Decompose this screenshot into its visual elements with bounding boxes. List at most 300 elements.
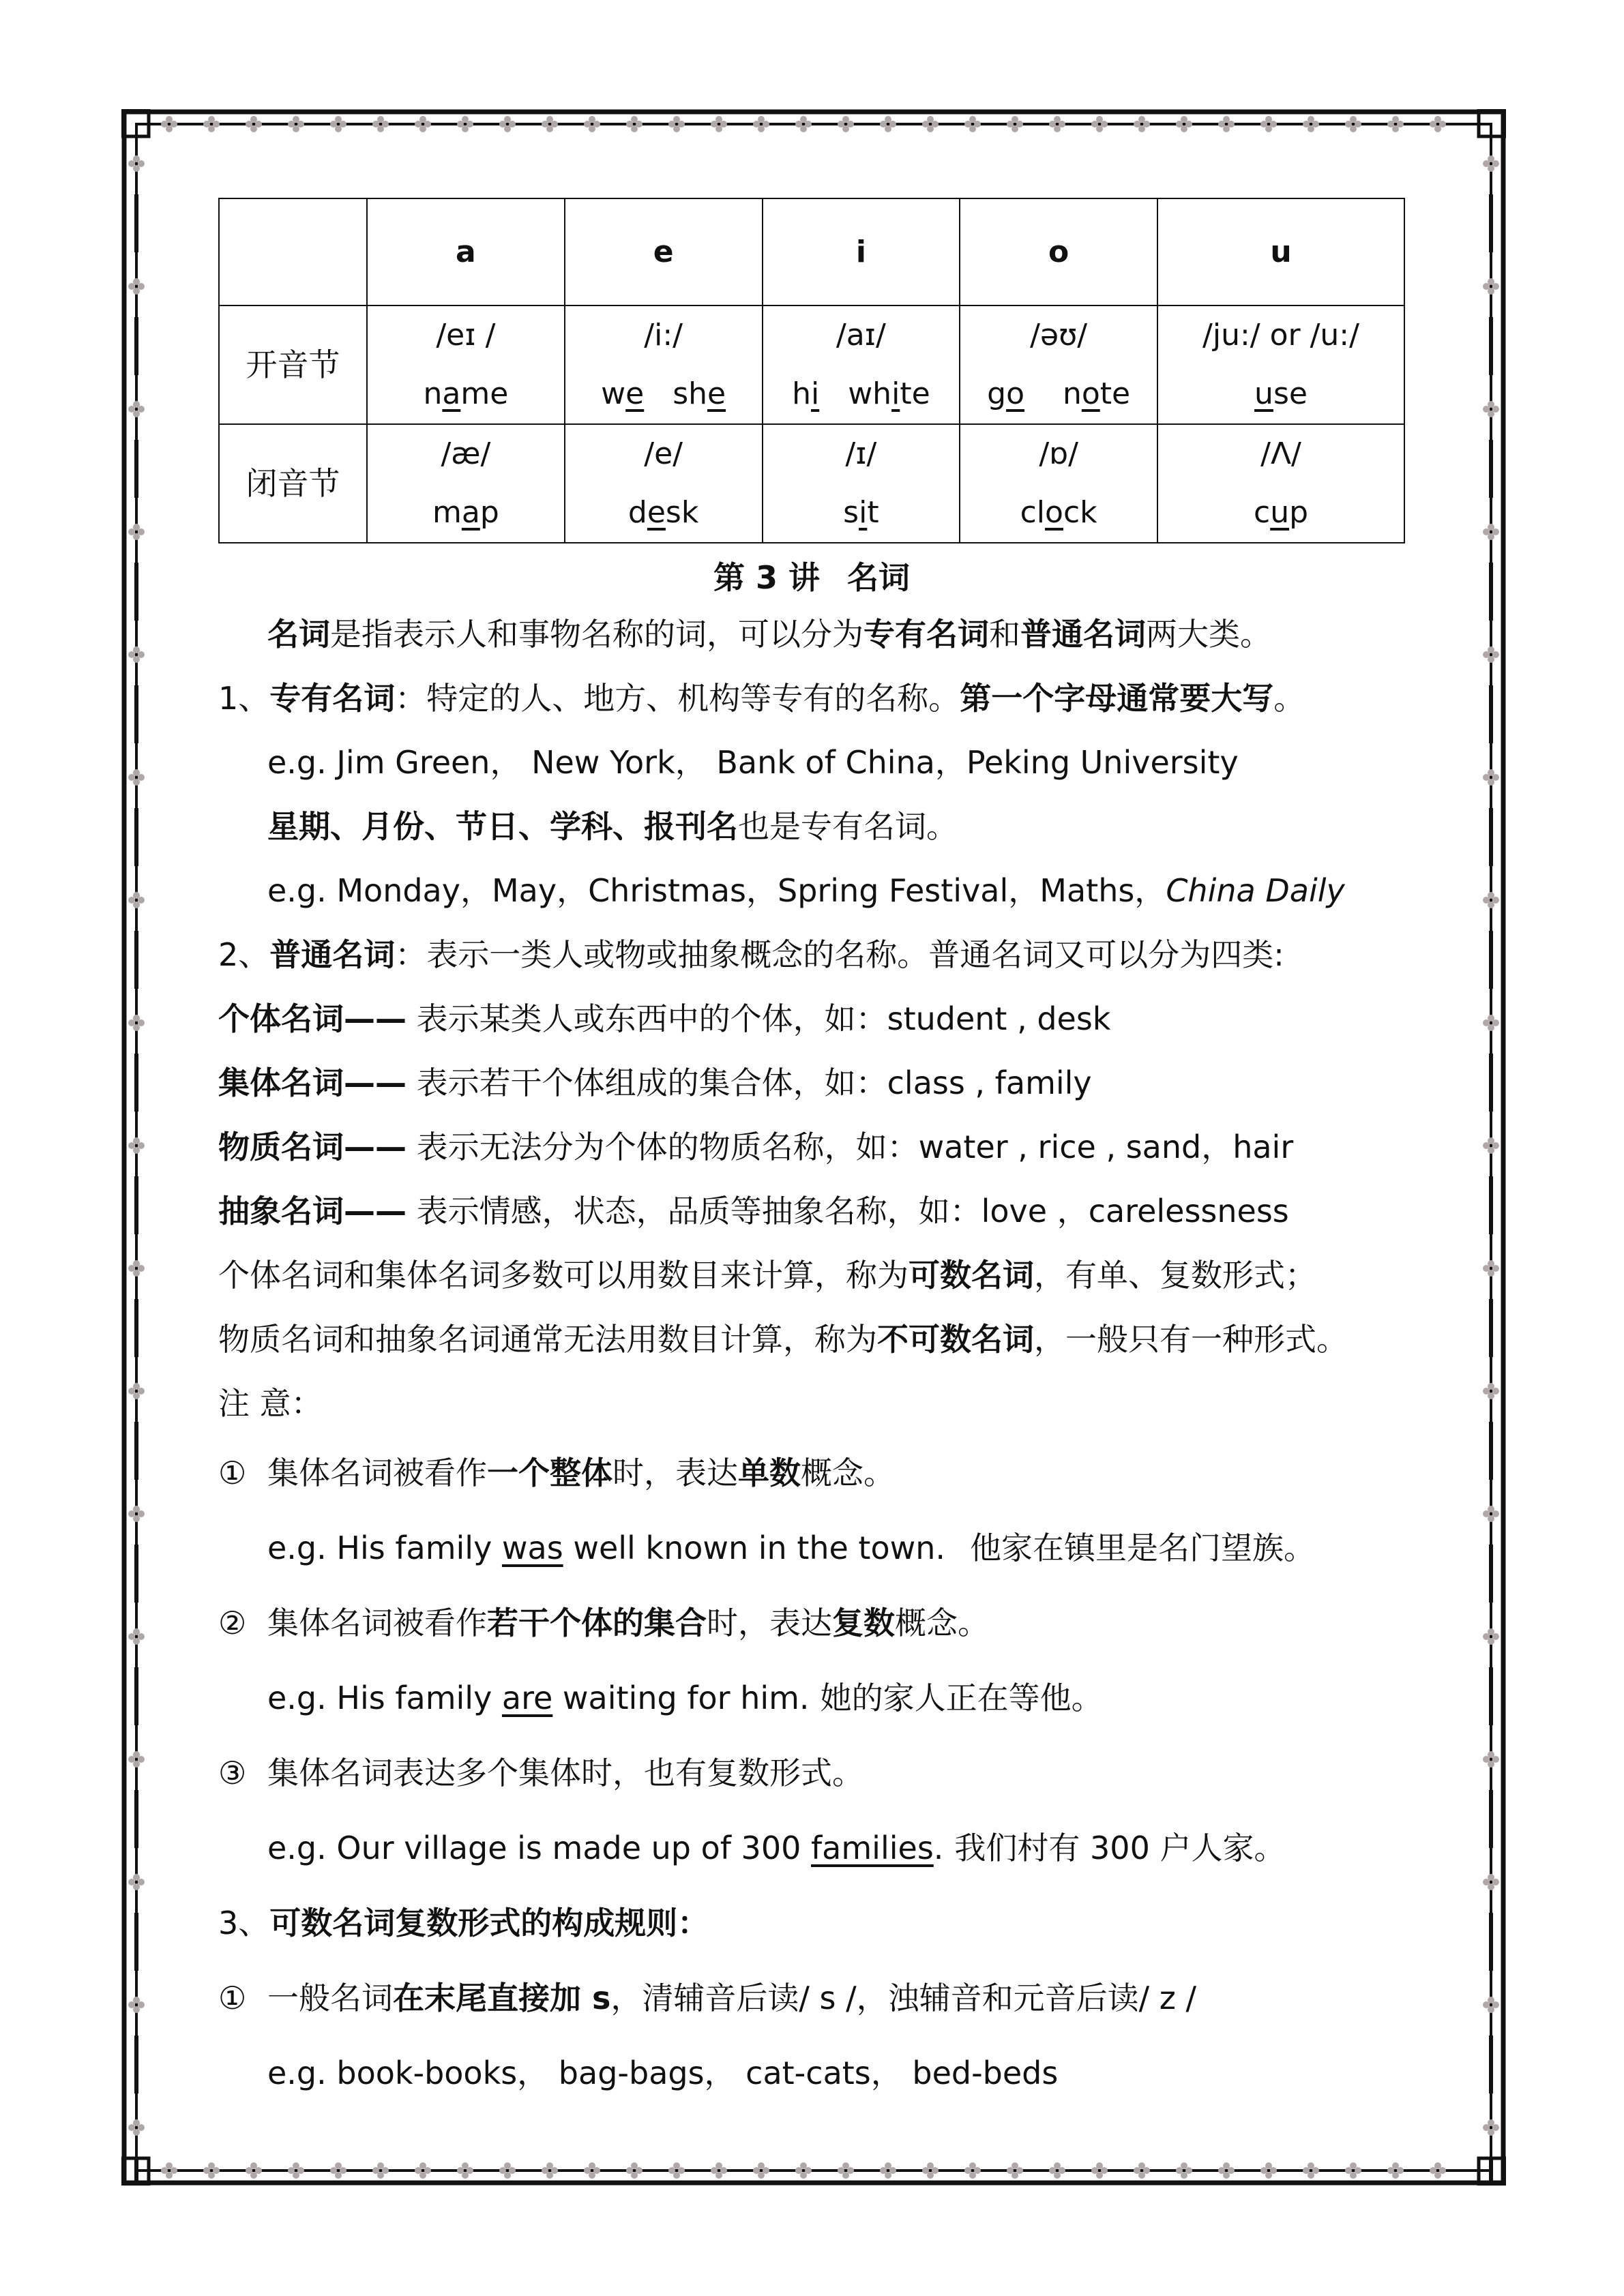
border-dot <box>203 121 210 128</box>
border-dot <box>593 2167 600 2174</box>
border-dot <box>138 774 145 781</box>
border-dot <box>1091 121 1098 128</box>
border-dot <box>1483 406 1490 413</box>
border-dot <box>1492 1019 1499 1026</box>
text: 专有名词 <box>863 616 989 653</box>
border-dot <box>1007 121 1014 128</box>
text: ③ <box>218 1755 247 1791</box>
text: are <box>501 1680 553 1716</box>
border-dot <box>1430 2167 1436 2174</box>
border-dot <box>711 121 718 128</box>
text: 集体名词—— <box>218 1064 407 1101</box>
border-dot <box>161 2167 168 2174</box>
border-dot <box>128 651 135 658</box>
border-dot <box>128 1019 135 1026</box>
border-dot <box>1483 1756 1490 1763</box>
border-dot <box>1483 1879 1490 1885</box>
border-dot <box>805 2167 812 2174</box>
border-dot <box>1185 121 1192 128</box>
border-dot <box>1345 121 1352 128</box>
border-dot <box>128 1265 135 1272</box>
border-dot <box>340 121 346 128</box>
table-header-row <box>219 198 1404 305</box>
text: 一般名词 <box>267 1980 393 2016</box>
text: ：表示一类人或物或抽象概念的名称。普通名词又可以分为四类: <box>395 936 1284 973</box>
border-dot <box>457 2167 464 2174</box>
border-dot <box>932 121 939 128</box>
text: e.g. His family <box>267 1680 502 1716</box>
border-dot <box>678 2167 685 2174</box>
example-word: clock <box>1020 495 1097 530</box>
notes-heading: 注 意： <box>218 1385 323 1422</box>
ipa-text: /aɪ/ <box>836 318 886 353</box>
border-dot <box>340 2167 346 2174</box>
common-noun-heading <box>218 923 1405 987</box>
border-dot <box>1430 121 1436 128</box>
border-dot <box>720 121 727 128</box>
border-dot <box>128 774 135 781</box>
text: ，清辅音后读/ s /，浊辅音和元音后读/ z / <box>610 1980 1196 2016</box>
border-dot <box>889 121 896 128</box>
ipa-text: /ju:/ or /u:/ <box>1202 318 1359 353</box>
border-dot <box>1397 121 1404 128</box>
border-dot <box>128 160 135 167</box>
text: 她的家人正在等他。 <box>820 1680 1103 1716</box>
border-dot <box>138 1142 145 1149</box>
border-dot <box>128 2001 135 2008</box>
border-dot <box>880 2167 887 2174</box>
example-word: map <box>432 495 499 530</box>
text: 1、 <box>218 680 270 717</box>
border-dot <box>542 2167 548 2174</box>
text: ，一般只有一种形式。 <box>1034 1321 1348 1358</box>
table-cell <box>367 424 565 543</box>
border-dot <box>1439 2167 1446 2174</box>
border-dot <box>457 121 464 128</box>
border-dot <box>1483 1510 1490 1517</box>
border-dot <box>678 121 685 128</box>
border-dot <box>551 2167 558 2174</box>
text: 2、 <box>218 936 270 973</box>
noun-type-line <box>218 1115 1405 1179</box>
text: 第一个字母通常要大写 <box>960 680 1274 717</box>
border-dot <box>1492 160 1499 167</box>
border-dot <box>964 2167 971 2174</box>
border-dot <box>499 121 506 128</box>
text: 普通名词 <box>269 936 396 973</box>
border-dot <box>1101 2167 1108 2174</box>
border-dot <box>889 2167 896 2174</box>
border-dot <box>128 1633 135 1640</box>
text: 个体名词—— <box>218 1000 407 1037</box>
note-item <box>218 1735 1405 1810</box>
ipa-text: /əʊ/ <box>1030 318 1088 353</box>
lesson-number: 第 3 讲 <box>713 559 821 596</box>
border-dot <box>593 121 600 128</box>
border-dot <box>138 1633 145 1640</box>
border-dot <box>551 121 558 128</box>
table-row <box>219 424 1404 543</box>
border-dot <box>838 121 844 128</box>
text: . <box>933 1830 944 1866</box>
border-dot <box>795 121 802 128</box>
border-dot <box>1303 121 1310 128</box>
example-word: we she <box>601 376 726 411</box>
text: 也是专有名词。 <box>738 808 958 845</box>
border-dot <box>128 1510 135 1517</box>
border-dot <box>138 1388 145 1395</box>
table-header-cell: e <box>565 198 763 305</box>
border-dot <box>1134 121 1140 128</box>
text: 一个整体 <box>487 1455 612 1491</box>
text: 表示若干个体组成的集合体，如：class , family <box>407 1064 1092 1101</box>
border-dot <box>138 1756 145 1763</box>
border-dot <box>382 121 389 128</box>
border-dot <box>171 121 177 128</box>
example-word: hi white <box>792 376 930 411</box>
border-dot <box>1101 121 1108 128</box>
text: 时，表达 <box>707 1605 832 1641</box>
border-dot <box>584 2167 591 2174</box>
border-dot <box>138 528 145 535</box>
border-dot <box>128 283 135 290</box>
border-dot <box>128 406 135 413</box>
text: ，有单、复数形式； <box>1034 1257 1316 1294</box>
note-example <box>218 1660 1405 1735</box>
border-dot <box>1492 1510 1499 1517</box>
border-dot <box>1134 2167 1140 2174</box>
border-dot <box>1492 283 1499 290</box>
text: 若干个体的集合 <box>487 1605 707 1641</box>
table-cell <box>960 305 1157 424</box>
border-dot <box>128 1388 135 1395</box>
border-dot <box>1228 121 1235 128</box>
proper-also <box>218 794 1405 859</box>
text: 集体名词表达多个集体时，也有复数形式。 <box>267 1755 863 1791</box>
text: 普通名词 <box>1020 616 1146 653</box>
border-dot <box>932 2167 939 2174</box>
border-dot <box>128 1879 135 1885</box>
text: 概念。 <box>801 1455 895 1491</box>
noun-type-line <box>218 1051 1405 1115</box>
border-dot <box>1483 160 1490 167</box>
border-dot <box>1492 1633 1499 1640</box>
border-dot <box>838 2167 844 2174</box>
border-dot <box>1218 2167 1225 2174</box>
text: 星期、月份、节日、学科、报刊名 <box>267 808 738 845</box>
border-dot <box>1270 2167 1277 2174</box>
border-dot <box>542 121 548 128</box>
text: e.g. His family <box>267 1530 502 1566</box>
border-dot <box>372 2167 379 2174</box>
note-example <box>218 1810 1405 1885</box>
border-dot <box>1492 1756 1499 1763</box>
border-dot <box>128 1756 135 1763</box>
border-dot <box>1016 2167 1023 2174</box>
border-dot <box>1492 528 1499 535</box>
border-dot <box>1260 2167 1267 2174</box>
table-cell <box>367 305 565 424</box>
border-dot <box>424 2167 431 2174</box>
border-dot <box>1492 1879 1499 1885</box>
row-label: 闭音节 <box>219 424 367 543</box>
border-dot <box>711 2167 718 2174</box>
border-dot <box>138 2001 145 2008</box>
text: 可数名词复数形式的构成规则： <box>269 1905 709 1941</box>
intro-paragraph <box>218 602 1405 666</box>
border-dot <box>1492 651 1499 658</box>
border-dot <box>1483 283 1490 290</box>
border-dot <box>246 2167 252 2174</box>
ipa-text: /Λ/ <box>1260 436 1301 471</box>
border-dot <box>1492 897 1499 904</box>
border-dot <box>1016 121 1023 128</box>
text: 专有名词 <box>269 680 396 717</box>
border-dot <box>753 121 760 128</box>
border-dot <box>1007 2167 1014 2174</box>
border-dot <box>1483 1265 1490 1272</box>
table-cell <box>565 424 763 543</box>
border-dot <box>1483 1142 1490 1149</box>
table-cell <box>1157 424 1404 543</box>
text: 集体名词被看作 <box>267 1455 487 1491</box>
text: e.g. Monday，May，Christmas，Spring Festival，Maths， <box>267 872 1166 909</box>
border-dot <box>415 121 422 128</box>
text: 抽象名词—— <box>218 1193 407 1229</box>
border-dot <box>255 2167 262 2174</box>
border-dot <box>330 121 337 128</box>
page-content <box>218 198 1405 2111</box>
table-row <box>219 305 1404 424</box>
border-dot <box>1483 2001 1490 2008</box>
border-dot <box>138 1265 145 1272</box>
border-dot <box>138 651 145 658</box>
border-dot <box>805 121 812 128</box>
border-dot <box>720 2167 727 2174</box>
ipa-text: /i:/ <box>644 318 683 353</box>
border-dot <box>415 2167 422 2174</box>
border-dot <box>128 528 135 535</box>
border-dot <box>1228 2167 1235 2174</box>
border-dot <box>213 2167 220 2174</box>
border-dot <box>1312 2167 1319 2174</box>
text: 集体名词被看作 <box>267 1605 487 1641</box>
text: 。 <box>1273 680 1305 717</box>
border-dot <box>1397 2167 1404 2174</box>
border-dot <box>763 121 769 128</box>
border-dot <box>1483 1019 1490 1026</box>
plural-example: e.g. book-books， bag-bags， cat-cats， bed-beds <box>267 2055 1059 2091</box>
table-cell <box>763 424 960 543</box>
border-dot <box>1049 121 1056 128</box>
border-dot <box>297 2167 304 2174</box>
border-dot <box>922 121 929 128</box>
border-dot <box>1492 1265 1499 1272</box>
border-dot <box>1143 121 1150 128</box>
text: 名词 <box>267 616 330 653</box>
border-dot <box>1218 121 1225 128</box>
uncountable-line <box>218 1307 1405 1371</box>
border-dot <box>1143 2167 1150 2174</box>
table-cell <box>960 424 1157 543</box>
border-dot <box>138 1879 145 1885</box>
text: 表示某类人或东西中的个体，如：student , desk <box>407 1000 1111 1037</box>
border-dot <box>138 283 145 290</box>
text: 表示情感，状态，品质等抽象名称，如：love ，carelessness <box>407 1193 1289 1229</box>
text: e.g. Our village is made up of 300 <box>267 1830 811 1866</box>
border-dot <box>382 2167 389 2174</box>
text: 时，表达 <box>612 1455 738 1491</box>
text: 在末尾直接加 s <box>393 1980 611 2016</box>
lesson-title <box>218 553 1405 602</box>
text: 个体名词和集体名词多数可以用数目来计算，称为 <box>218 1257 909 1294</box>
border-dot <box>1483 774 1490 781</box>
border-dot <box>880 121 887 128</box>
ipa-text: /ɪ/ <box>845 436 877 471</box>
border-dot <box>795 2167 802 2174</box>
table-cell <box>763 305 960 424</box>
border-dot <box>372 121 379 128</box>
table-header-cell <box>219 198 367 305</box>
border-dot <box>1492 2124 1499 2131</box>
noun-type-line <box>218 987 1405 1051</box>
border-dot <box>1483 528 1490 535</box>
ipa-text: /ɒ/ <box>1039 436 1078 471</box>
vowel-table <box>218 198 1405 543</box>
border-dot <box>138 406 145 413</box>
border-dot <box>138 160 145 167</box>
text: 表示无法分为个体的物质名称，如：water , rice , sand，hair <box>407 1129 1294 1165</box>
border-dot <box>1345 2167 1352 2174</box>
border-dot <box>203 2167 210 2174</box>
countable-line <box>218 1243 1405 1307</box>
example-word: desk <box>628 495 699 530</box>
text: 不可数名词 <box>877 1321 1034 1358</box>
text: ① <box>218 1980 247 2016</box>
text: ① <box>218 1455 247 1491</box>
border-dot <box>1303 2167 1310 2174</box>
border-dot <box>128 897 135 904</box>
border-dot <box>138 1019 145 1026</box>
border-dot <box>467 121 473 128</box>
ipa-text: /æ/ <box>441 436 491 471</box>
border-dot <box>668 2167 675 2174</box>
border-dot <box>763 2167 769 2174</box>
text: 可数名词 <box>909 1257 1034 1294</box>
table-header-cell: u <box>1157 198 1404 305</box>
border-dot <box>128 2124 135 2131</box>
text: 物质名词—— <box>218 1129 407 1165</box>
border-dot <box>1492 774 1499 781</box>
border-dot <box>1355 121 1361 128</box>
border-dot <box>847 121 854 128</box>
border-dot <box>1387 121 1394 128</box>
border-dot <box>1059 121 1065 128</box>
border-dot <box>1049 2167 1056 2174</box>
table-header-cell: o <box>960 198 1157 305</box>
plural-heading <box>218 1885 1405 1960</box>
border-dot <box>1355 2167 1361 2174</box>
text: 3、 <box>218 1905 270 1941</box>
border-dot <box>1439 121 1446 128</box>
border-dot <box>1176 121 1183 128</box>
border-dot <box>499 2167 506 2174</box>
border-dot <box>922 2167 929 2174</box>
border-dot <box>974 121 981 128</box>
border-dot <box>330 2167 337 2174</box>
text: 单数 <box>738 1455 801 1491</box>
text: 他家在镇里是名门望族。 <box>970 1530 1316 1566</box>
border-dot <box>171 2167 177 2174</box>
border-dot <box>424 121 431 128</box>
border-dot <box>1059 2167 1065 2174</box>
text: 和 <box>989 616 1020 653</box>
border-dot <box>509 2167 516 2174</box>
ipa-text: /eɪ / <box>436 318 496 353</box>
border-dot <box>288 121 295 128</box>
text: well known in the town. <box>563 1530 946 1566</box>
border-dot <box>626 121 633 128</box>
border-dot <box>1483 1633 1490 1640</box>
ipa-text: /e/ <box>644 436 683 471</box>
border-dot <box>246 121 252 128</box>
border-dot <box>1483 2124 1490 2131</box>
text: China Daily <box>1166 872 1345 909</box>
proper-example-1: e.g. Jim Green， New York， Bank of China，Peking University <box>267 744 1239 781</box>
border-dot <box>1270 121 1277 128</box>
text: 物质名词和抽象名词通常无法用数目计算，称为 <box>218 1321 877 1358</box>
border-dot <box>288 2167 295 2174</box>
border-dot <box>138 2124 145 2131</box>
text: was <box>501 1530 563 1566</box>
border-dot <box>161 121 168 128</box>
note-item <box>218 1435 1405 1510</box>
border-dot <box>584 121 591 128</box>
border-dot <box>1492 406 1499 413</box>
row-label: 开音节 <box>219 305 367 424</box>
border-dot <box>1312 121 1319 128</box>
border-dot <box>255 121 262 128</box>
text: 两大类。 <box>1146 616 1271 653</box>
border-dot <box>138 1510 145 1517</box>
border-dot <box>1483 651 1490 658</box>
lesson-topic: 名词 <box>847 559 911 596</box>
border-dot <box>1260 121 1267 128</box>
table-cell <box>565 305 763 424</box>
border-dot <box>1176 2167 1183 2174</box>
border-dot <box>847 2167 854 2174</box>
text: 概念。 <box>895 1605 989 1641</box>
border-dot <box>467 2167 473 2174</box>
text: 复数 <box>832 1605 895 1641</box>
border-dot <box>1483 897 1490 904</box>
plural-rule <box>218 1960 1405 2036</box>
example-word: cup <box>1253 495 1309 530</box>
border-dot <box>1091 2167 1098 2174</box>
border-dot <box>668 121 675 128</box>
note-example <box>218 1510 1405 1585</box>
noun-type-line <box>218 1179 1405 1243</box>
note-item <box>218 1585 1405 1660</box>
border-dot <box>1492 2001 1499 2008</box>
border-dot <box>1387 2167 1394 2174</box>
example-word: sit <box>843 495 879 530</box>
text: families <box>810 1830 934 1866</box>
border-dot <box>626 2167 633 2174</box>
border-dot <box>753 2167 760 2174</box>
text: 我们村有 300 户人家。 <box>954 1830 1286 1866</box>
border-dot <box>964 121 971 128</box>
